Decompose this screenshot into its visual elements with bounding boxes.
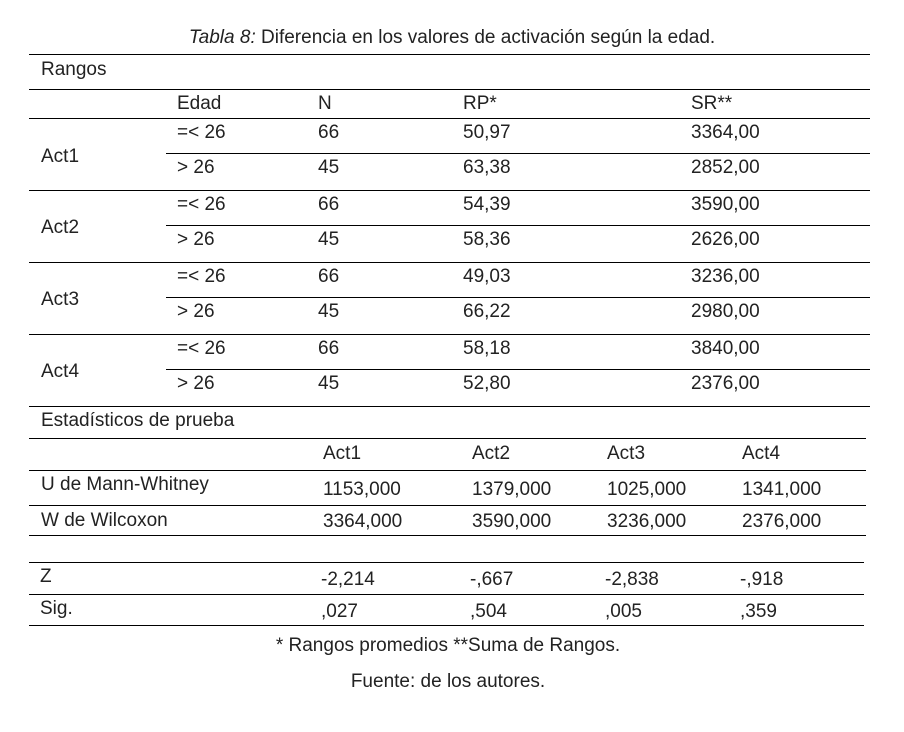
tests-cell: ,504 bbox=[470, 601, 507, 622]
tests-cell: ,027 bbox=[321, 601, 358, 622]
rank-cell-rp: 54,39 bbox=[463, 194, 511, 215]
rank-cell-edad: > 26 bbox=[177, 373, 215, 394]
rank-cell-n: 66 bbox=[318, 122, 340, 143]
ranks-header-edad: Edad bbox=[177, 93, 222, 114]
rank-cell-rp: 66,22 bbox=[463, 301, 511, 322]
table-caption-label: Tabla 8: bbox=[188, 27, 256, 48]
rule-tests-top bbox=[29, 406, 870, 407]
rank-cell-rp: 50,97 bbox=[463, 122, 511, 143]
tests-cell: -2,214 bbox=[321, 569, 375, 590]
tests-cell: -,667 bbox=[470, 569, 514, 590]
ranks-section-title: Rangos bbox=[41, 59, 107, 80]
rule-group bbox=[29, 262, 870, 263]
rank-cell-sr: 2852,00 bbox=[691, 157, 760, 178]
table-caption-text: Diferencia en los valores de activación según la edad. bbox=[255, 27, 716, 48]
rank-cell-sr: 3840,00 bbox=[691, 338, 760, 359]
rule-tests-row bbox=[29, 535, 866, 536]
rank-cell-n: 45 bbox=[318, 157, 340, 178]
rank-cell-edad: =< 26 bbox=[177, 266, 226, 287]
tests-cell: -,918 bbox=[740, 569, 784, 590]
rule-top bbox=[29, 54, 870, 55]
rank-cell-rp: 63,38 bbox=[463, 157, 511, 178]
tests-cell: 2376,000 bbox=[742, 511, 822, 532]
rule-group bbox=[29, 118, 870, 119]
tests-cell: ,359 bbox=[740, 601, 777, 622]
table-source: Fuente: de los autores. bbox=[350, 671, 546, 692]
tests-row-label: Z bbox=[40, 566, 52, 587]
tests-header-act2: Act2 bbox=[472, 443, 511, 464]
rank-cell-n: 66 bbox=[318, 194, 340, 215]
rule-tests-row bbox=[29, 470, 866, 471]
rank-cell-n: 45 bbox=[318, 301, 340, 322]
rank-cell-rp: 58,36 bbox=[463, 229, 511, 250]
ranks-header-n: N bbox=[318, 93, 332, 114]
rank-cell-sr: 2626,00 bbox=[691, 229, 760, 250]
tests-cell: 3236,000 bbox=[607, 511, 687, 532]
rule-tests-row bbox=[29, 505, 866, 506]
rank-cell-sr: 3364,00 bbox=[691, 122, 760, 143]
rank-cell-sr: 2980,00 bbox=[691, 301, 760, 322]
rank-cell-n: 66 bbox=[318, 338, 340, 359]
rule-tests-header-top bbox=[29, 438, 866, 439]
tests-cell: 3590,000 bbox=[472, 511, 552, 532]
group-label: Act2 bbox=[41, 217, 80, 238]
rank-cell-sr: 2376,00 bbox=[691, 373, 760, 394]
tests-row-label: U de Mann-Whitney bbox=[41, 474, 209, 495]
tests-cell: -2,838 bbox=[605, 569, 659, 590]
group-label: Act4 bbox=[41, 361, 80, 382]
tests-header-act1: Act1 bbox=[323, 443, 362, 464]
rank-cell-edad: > 26 bbox=[177, 157, 215, 178]
rank-cell-sr: 3236,00 bbox=[691, 266, 760, 287]
rank-cell-n: 45 bbox=[318, 373, 340, 394]
rule-tests-row bbox=[29, 594, 864, 595]
rank-cell-rp: 58,18 bbox=[463, 338, 511, 359]
tests-header-act4: Act4 bbox=[742, 443, 781, 464]
tests-cell: 1025,000 bbox=[607, 479, 687, 500]
rank-cell-edad: =< 26 bbox=[177, 338, 226, 359]
rule-ranks-header-top bbox=[29, 89, 870, 90]
tests-header-act3: Act3 bbox=[607, 443, 646, 464]
rank-cell-sr: 3590,00 bbox=[691, 194, 760, 215]
ranks-header-rp: RP* bbox=[463, 93, 497, 114]
rank-cell-rp: 52,80 bbox=[463, 373, 511, 394]
rule-subrow bbox=[166, 297, 870, 298]
group-label: Act3 bbox=[41, 289, 80, 310]
table-caption bbox=[0, 28, 904, 47]
rule-tests-row bbox=[29, 562, 864, 563]
rank-cell-edad: > 26 bbox=[177, 229, 215, 250]
rule-group bbox=[29, 334, 870, 335]
tests-cell: ,005 bbox=[605, 601, 642, 622]
rank-cell-n: 45 bbox=[318, 229, 340, 250]
rule-subrow bbox=[166, 153, 870, 154]
rule-group bbox=[29, 190, 870, 191]
rule-bottom bbox=[29, 625, 864, 626]
tests-cell: 1341,000 bbox=[742, 479, 822, 500]
group-label: Act1 bbox=[41, 146, 80, 167]
tests-row-label: Sig. bbox=[40, 598, 73, 619]
rank-cell-rp: 49,03 bbox=[463, 266, 511, 287]
tests-cell: 1153,000 bbox=[323, 479, 401, 500]
tests-section-title: Estadísticos de prueba bbox=[41, 410, 235, 431]
tests-cell: 1379,000 bbox=[472, 479, 552, 500]
rank-cell-edad: =< 26 bbox=[177, 194, 226, 215]
rank-cell-n: 66 bbox=[318, 266, 340, 287]
ranks-header-sr: SR** bbox=[691, 93, 733, 114]
tests-row-label: W de Wilcoxon bbox=[41, 510, 168, 531]
table-footnote: * Rangos promedios **Suma de Rangos. bbox=[275, 635, 621, 656]
tests-cell: 3364,000 bbox=[323, 511, 403, 532]
rank-cell-edad: > 26 bbox=[177, 301, 215, 322]
rule-subrow bbox=[166, 369, 870, 370]
rank-cell-edad: =< 26 bbox=[177, 122, 226, 143]
rule-subrow bbox=[166, 225, 870, 226]
